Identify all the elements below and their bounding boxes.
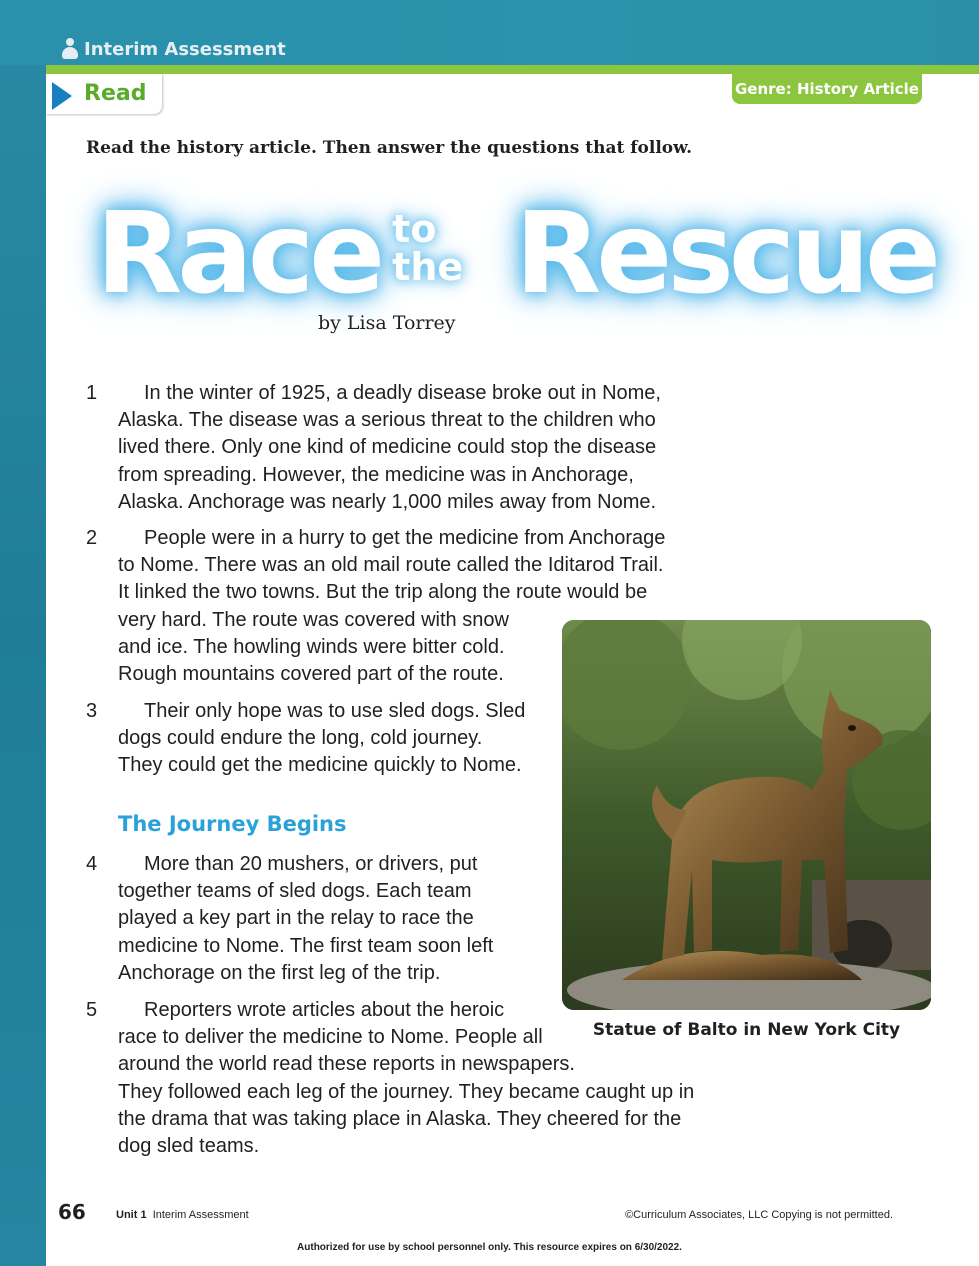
paragraph-1: [86, 380, 661, 516]
footer-unit-bold: Unit 1: [116, 1209, 147, 1221]
play-arrow-icon: [52, 82, 72, 110]
paragraph-number: 2: [86, 527, 98, 549]
authorized-notice: Authorized for use by school personnel only. This resource expires on 6/30/2022.: [297, 1242, 682, 1253]
paragraph-4: [86, 851, 494, 987]
footer-unit-label: [116, 1209, 249, 1221]
genre-tab: Genre: History Article: [732, 74, 922, 104]
paragraph-line: to Nome. There was an old mail route called the Iditarod Trail.: [118, 554, 664, 577]
paragraph-line: very hard. The route was covered with snow: [118, 608, 509, 631]
paragraph-line: around the world read these reports in newspapers.: [118, 1053, 575, 1076]
section-heading: The Journey Begins: [118, 812, 347, 836]
footer-unit-text: Interim Assessment: [152, 1209, 249, 1221]
paragraph-line: played a key part in the relay to race the: [118, 907, 474, 930]
person-icon: [62, 38, 78, 60]
paragraph-line: dog sled teams.: [118, 1135, 260, 1158]
paragraph-number: 5: [86, 999, 98, 1021]
balto-statue-photo: [562, 620, 931, 1010]
photo-caption: Statue of Balto in New York City: [592, 1020, 901, 1040]
header-green-rule: [46, 65, 979, 74]
paragraph-line: together teams of sled dogs. Each team: [118, 880, 472, 903]
paragraph-line: People were in a hurry to get the medicine from Anchorage: [144, 527, 666, 549]
paragraph-3: [86, 698, 526, 780]
title-word-rescue: Rescue: [515, 189, 936, 319]
article-title: [96, 170, 936, 319]
paragraph-line: It linked the two towns. But the trip along the route would be: [118, 581, 648, 604]
title-word-race: Race: [96, 189, 381, 319]
footer-copyright: ©Curriculum Associates, LLC Copying is not permitted.: [625, 1209, 893, 1221]
read-tab-label: Read: [84, 81, 147, 106]
title-connector: to the: [392, 207, 464, 289]
paragraph-line: Reporters wrote articles about the heroic: [144, 999, 505, 1021]
paragraph-line: Their only hope was to use sled dogs. Sled: [144, 700, 526, 722]
byline: by Lisa Torrey: [318, 312, 456, 334]
interim-assessment-label: [62, 36, 286, 62]
paragraph-line: lived there. Only one kind of medicine could stop the disease: [118, 436, 657, 459]
paragraph-number: 4: [86, 853, 98, 875]
paragraph-line: the drama that was taking place in Alaska. They cheered for the: [118, 1107, 682, 1130]
paragraph-line: They followed each leg of the journey. They became caught up in: [118, 1080, 695, 1103]
paragraph-line: Alaska. Anchorage was nearly 1,000 miles away from Nome.: [118, 490, 657, 513]
interim-assessment-text: Interim Assessment: [84, 38, 286, 60]
paragraph-line: race to deliver the medicine to Nome. People all: [118, 1026, 543, 1049]
left-margin-bar: [0, 0, 46, 1266]
paragraph-number: 1: [86, 382, 98, 404]
paragraph-line: In the winter of 1925, a deadly disease broke out in Nome,: [144, 382, 661, 404]
paragraph-line: dogs could endure the long, cold journey.: [118, 727, 483, 750]
paragraph-line: Alaska. The disease was a serious threat to the children who: [118, 409, 656, 432]
instruction-text: Read the history article. Then answer the questions that follow.: [86, 138, 692, 158]
page-number: 66: [58, 1200, 86, 1224]
paragraph-line: Anchorage on the first leg of the trip.: [118, 961, 441, 984]
paragraph-line: They could get the medicine quickly to Nome.: [118, 754, 522, 777]
paragraph-line: and ice. The howling winds were bitter cold.: [118, 635, 505, 658]
paragraph-line: from spreading. However, the medicine was in Anchorage,: [118, 463, 634, 486]
dog-statue-illustration: [562, 620, 931, 1010]
paragraph-number: 3: [86, 700, 98, 722]
paragraph-line: Rough mountains covered part of the route.: [118, 663, 504, 686]
paragraph-line: More than 20 mushers, or drivers, put: [144, 853, 478, 875]
paragraph-line: medicine to Nome. The first team soon left: [118, 934, 494, 957]
